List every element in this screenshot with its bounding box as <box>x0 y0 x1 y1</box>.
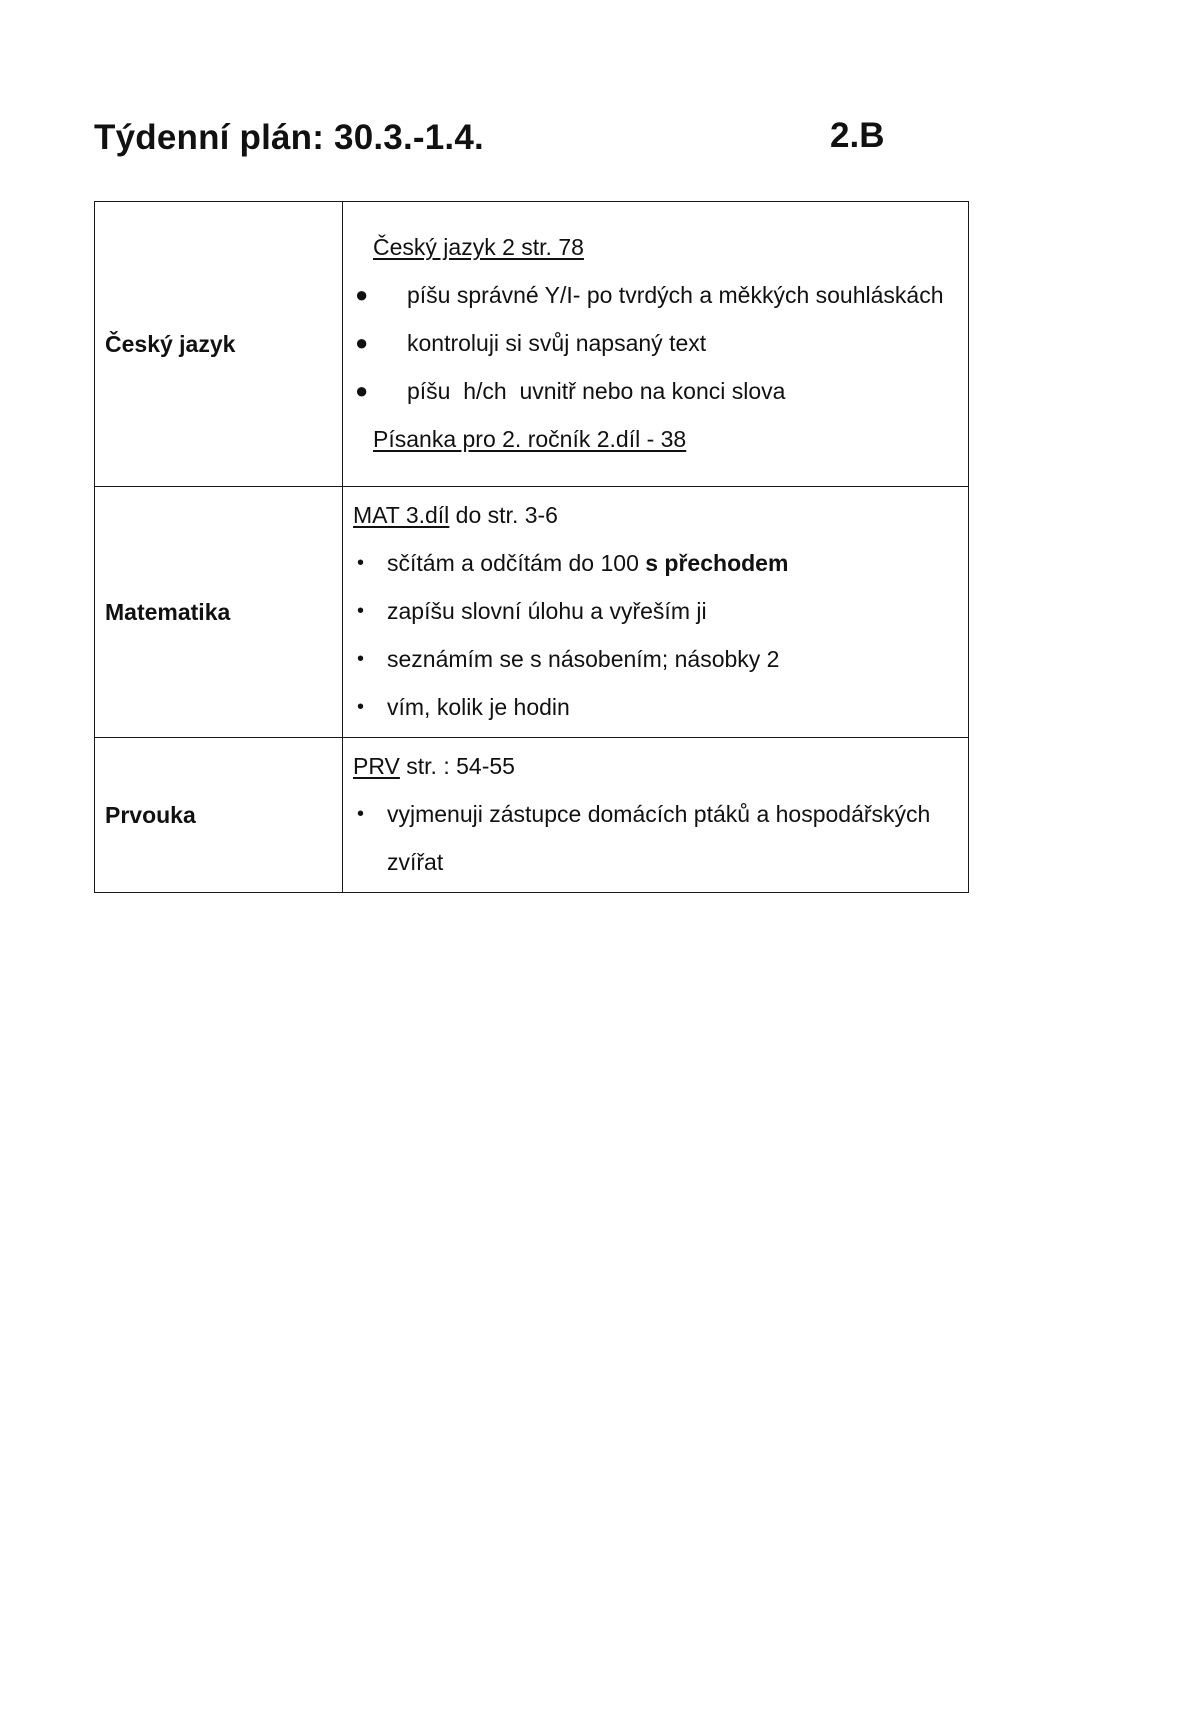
list-item <box>353 635 958 683</box>
subject-cell-cesky-jazyk <box>95 202 343 487</box>
textbook-name: MAT 3.díl <box>353 502 450 528</box>
bullet-icon: • <box>357 696 365 718</box>
list-item-text: píšu správné Y/I- po tvrdých a měkkých souhláskách <box>407 282 944 308</box>
subject-label: Matematika <box>105 598 231 625</box>
list-item-text: píšu h/ch uvnitř nebo na konci slova <box>407 378 786 404</box>
subject-cell-prvouka <box>95 738 343 893</box>
list-item <box>353 271 958 319</box>
list-item <box>353 319 958 367</box>
list-item-text: vím, kolik je hodin <box>387 694 570 720</box>
bullet-icon: ● <box>355 282 369 307</box>
workbook-reference: Písanka pro 2. ročník 2.díl - 38 <box>373 426 687 452</box>
list-item <box>353 683 958 731</box>
table-row-matematika <box>95 487 969 738</box>
textbook-reference: Český jazyk 2 str. 78 <box>373 234 584 260</box>
subject-label: Český jazyk <box>105 330 236 357</box>
textbook-reference <box>353 742 958 790</box>
bullet-icon: • <box>357 600 365 622</box>
subject-cell-matematika <box>95 487 343 738</box>
list-item <box>353 790 958 886</box>
content-cell-matematika <box>343 487 969 738</box>
page-title: Týdenní plán: 30.3.-1.4. <box>94 118 484 157</box>
list-item-text: zapíšu slovní úlohu a vyřeším ji <box>387 598 707 624</box>
content-cell-prvouka <box>343 738 969 893</box>
table-row-cesky-jazyk <box>95 202 969 487</box>
list-item-text: sčítám a odčítám do 100 s přechodem <box>387 550 789 576</box>
list-item-text: kontroluji si svůj napsaný text <box>407 330 707 356</box>
bullet-icon: ● <box>355 330 369 355</box>
content-cell-cesky-jazyk <box>343 202 969 487</box>
bullet-icon: • <box>357 648 365 670</box>
list-item <box>353 539 958 587</box>
weekly-plan-table <box>94 201 969 893</box>
page-range: str. : 54-55 <box>399 753 515 779</box>
class-label: 2.B <box>830 116 885 155</box>
subject-label: Prvouka <box>105 801 196 828</box>
list-item <box>353 367 958 415</box>
textbook-reference <box>353 491 958 539</box>
bullet-icon: ● <box>355 378 369 403</box>
bullet-icon: • <box>357 803 365 825</box>
list-item-text: vyjmenuji zástupce domácích ptáků a hospodářských zvířat <box>387 801 931 875</box>
table-row-prvouka <box>95 738 969 893</box>
list-item-text: seznámím se s násobením; násobky 2 <box>387 646 780 672</box>
list-item <box>353 587 958 635</box>
bullet-icon: • <box>357 552 365 574</box>
page-range: do str. 3-6 <box>449 502 558 528</box>
textbook-name: PRV <box>353 753 400 779</box>
